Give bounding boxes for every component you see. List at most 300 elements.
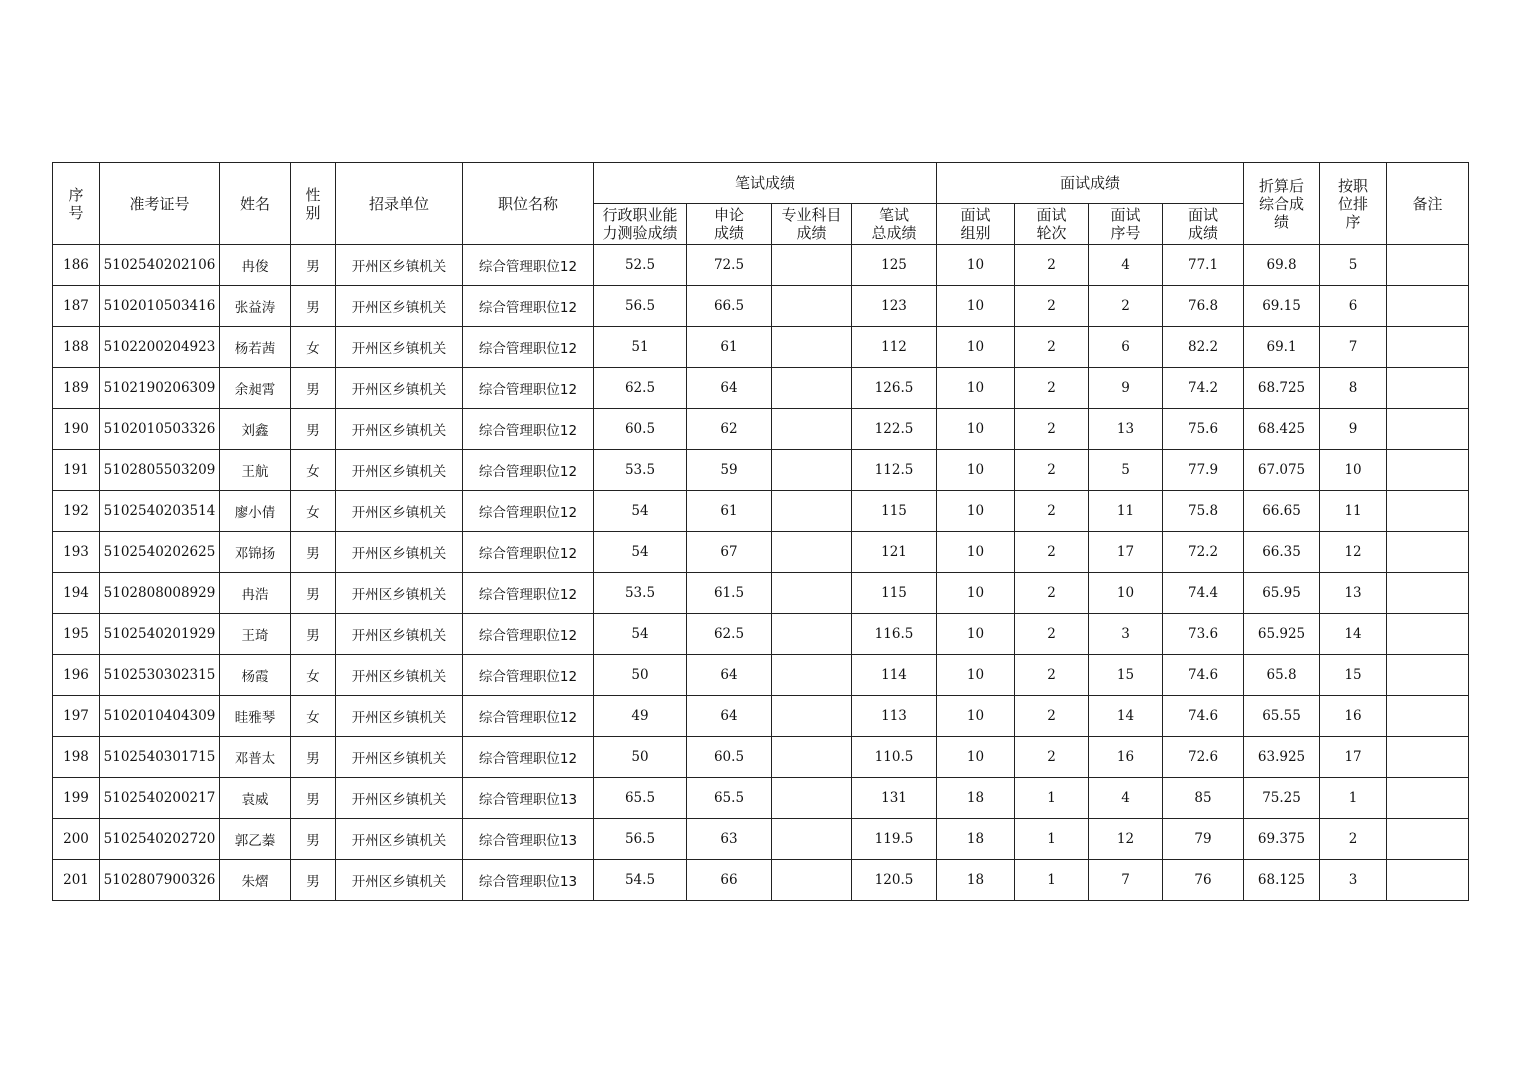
cell-name: 冉浩 (220, 573, 291, 614)
cell-seq: 186 (53, 245, 100, 286)
cell-interview-round: 1 (1015, 778, 1089, 819)
cell-unit: 开州区乡镇机关 (336, 614, 463, 655)
table-row (53, 450, 1469, 491)
table-row (53, 573, 1469, 614)
cell-written-total: 110.5 (852, 737, 937, 778)
table-row (53, 327, 1469, 368)
col-header-composite: 折算后 综合成 绩 (1244, 163, 1320, 245)
cell-exam-id: 5102530302315 (100, 655, 220, 696)
cell-unit: 开州区乡镇机关 (336, 532, 463, 573)
cell-interview-round: 2 (1015, 614, 1089, 655)
cell-seq: 200 (53, 819, 100, 860)
cell-exam-id: 5102200204923 (100, 327, 220, 368)
cell-exam-id: 5102805503209 (100, 450, 220, 491)
cell-xingce: 65.5 (594, 778, 687, 819)
table-row (53, 491, 1469, 532)
cell-position: 综合管理职位12 (463, 696, 594, 737)
table-row (53, 286, 1469, 327)
cell-remark (1387, 573, 1469, 614)
cell-name: 王琦 (220, 614, 291, 655)
cell-gender: 女 (291, 327, 336, 368)
cell-zhuanye (772, 860, 852, 901)
cell-gender: 女 (291, 696, 336, 737)
cell-seq: 190 (53, 409, 100, 450)
cell-exam-id: 5102808008929 (100, 573, 220, 614)
cell-written-total: 112 (852, 327, 937, 368)
cell-shenlun: 61 (687, 327, 772, 368)
cell-unit: 开州区乡镇机关 (336, 491, 463, 532)
table-row (53, 532, 1469, 573)
table-body (53, 245, 1469, 901)
cell-written-total: 114 (852, 655, 937, 696)
cell-exam-id: 5102010503416 (100, 286, 220, 327)
col-header-xingce: 行政职业能 力测验成绩 (594, 204, 687, 245)
cell-rank: 1 (1320, 778, 1387, 819)
cell-exam-id: 5102540203514 (100, 491, 220, 532)
cell-composite: 67.075 (1244, 450, 1320, 491)
cell-interview-group: 10 (937, 655, 1015, 696)
cell-position: 综合管理职位12 (463, 655, 594, 696)
cell-interview-order: 7 (1089, 860, 1163, 901)
cell-gender: 男 (291, 368, 336, 409)
cell-rank: 13 (1320, 573, 1387, 614)
cell-shenlun: 61.5 (687, 573, 772, 614)
cell-remark (1387, 778, 1469, 819)
cell-interview-group: 18 (937, 860, 1015, 901)
cell-exam-id: 5102540201929 (100, 614, 220, 655)
cell-interview-group: 18 (937, 778, 1015, 819)
cell-position: 综合管理职位12 (463, 327, 594, 368)
cell-interview-group: 10 (937, 327, 1015, 368)
cell-rank: 17 (1320, 737, 1387, 778)
cell-gender: 男 (291, 860, 336, 901)
cell-seq: 193 (53, 532, 100, 573)
cell-rank: 11 (1320, 491, 1387, 532)
cell-shenlun: 59 (687, 450, 772, 491)
cell-composite: 68.725 (1244, 368, 1320, 409)
cell-interview-order: 15 (1089, 655, 1163, 696)
cell-interview-order: 10 (1089, 573, 1163, 614)
cell-interview-score: 75.6 (1163, 409, 1244, 450)
cell-interview-round: 2 (1015, 655, 1089, 696)
cell-written-total: 120.5 (852, 860, 937, 901)
cell-gender: 男 (291, 819, 336, 860)
cell-written-total: 112.5 (852, 450, 937, 491)
cell-seq: 195 (53, 614, 100, 655)
cell-name: 杨若茜 (220, 327, 291, 368)
cell-interview-group: 10 (937, 573, 1015, 614)
cell-remark (1387, 737, 1469, 778)
cell-written-total: 123 (852, 286, 937, 327)
cell-seq: 194 (53, 573, 100, 614)
cell-unit: 开州区乡镇机关 (336, 737, 463, 778)
col-header-position: 职位名称 (463, 163, 594, 245)
table-row (53, 368, 1469, 409)
cell-interview-order: 16 (1089, 737, 1163, 778)
cell-exam-id: 5102190206309 (100, 368, 220, 409)
cell-written-total: 121 (852, 532, 937, 573)
cell-unit: 开州区乡镇机关 (336, 409, 463, 450)
col-header-rank: 按职 位排 序 (1320, 163, 1387, 245)
cell-position: 综合管理职位12 (463, 286, 594, 327)
cell-zhuanye (772, 286, 852, 327)
col-header-shenlun: 申论 成绩 (687, 204, 772, 245)
cell-interview-round: 2 (1015, 450, 1089, 491)
cell-composite: 69.8 (1244, 245, 1320, 286)
cell-composite: 66.65 (1244, 491, 1320, 532)
cell-position: 综合管理职位12 (463, 737, 594, 778)
cell-shenlun: 62.5 (687, 614, 772, 655)
cell-xingce: 54 (594, 614, 687, 655)
cell-zhuanye (772, 245, 852, 286)
cell-interview-group: 10 (937, 409, 1015, 450)
cell-position: 综合管理职位13 (463, 819, 594, 860)
cell-unit: 开州区乡镇机关 (336, 819, 463, 860)
cell-gender: 男 (291, 573, 336, 614)
cell-seq: 197 (53, 696, 100, 737)
cell-zhuanye (772, 450, 852, 491)
cell-exam-id: 5102540202720 (100, 819, 220, 860)
cell-zhuanye (772, 696, 852, 737)
cell-composite: 65.95 (1244, 573, 1320, 614)
cell-interview-order: 12 (1089, 819, 1163, 860)
cell-rank: 10 (1320, 450, 1387, 491)
cell-interview-order: 14 (1089, 696, 1163, 737)
cell-unit: 开州区乡镇机关 (336, 860, 463, 901)
cell-shenlun: 64 (687, 368, 772, 409)
cell-remark (1387, 860, 1469, 901)
cell-remark (1387, 819, 1469, 860)
cell-name: 郭乙蓁 (220, 819, 291, 860)
cell-remark (1387, 327, 1469, 368)
cell-interview-group: 10 (937, 368, 1015, 409)
cell-shenlun: 72.5 (687, 245, 772, 286)
cell-xingce: 56.5 (594, 286, 687, 327)
cell-written-total: 116.5 (852, 614, 937, 655)
cell-interview-order: 17 (1089, 532, 1163, 573)
table-row (53, 655, 1469, 696)
cell-rank: 2 (1320, 819, 1387, 860)
col-header-interview-order: 面试 序号 (1089, 204, 1163, 245)
cell-interview-order: 4 (1089, 245, 1163, 286)
cell-zhuanye (772, 573, 852, 614)
cell-position: 综合管理职位12 (463, 573, 594, 614)
cell-interview-order: 2 (1089, 286, 1163, 327)
col-header-exam-id: 准考证号 (100, 163, 220, 245)
cell-position: 综合管理职位12 (463, 245, 594, 286)
cell-unit: 开州区乡镇机关 (336, 655, 463, 696)
cell-seq: 188 (53, 327, 100, 368)
cell-name: 袁威 (220, 778, 291, 819)
cell-composite: 68.125 (1244, 860, 1320, 901)
cell-interview-score: 74.6 (1163, 696, 1244, 737)
cell-seq: 187 (53, 286, 100, 327)
table-row (53, 778, 1469, 819)
cell-written-total: 131 (852, 778, 937, 819)
cell-gender: 女 (291, 655, 336, 696)
cell-xingce: 51 (594, 327, 687, 368)
cell-xingce: 53.5 (594, 450, 687, 491)
cell-gender: 男 (291, 778, 336, 819)
cell-interview-score: 72.2 (1163, 532, 1244, 573)
col-header-zhuanye: 专业科目 成绩 (772, 204, 852, 245)
cell-gender: 男 (291, 286, 336, 327)
cell-interview-score: 76 (1163, 860, 1244, 901)
cell-interview-order: 3 (1089, 614, 1163, 655)
cell-interview-round: 1 (1015, 819, 1089, 860)
cell-name: 朱熠 (220, 860, 291, 901)
score-table (52, 162, 1469, 901)
cell-unit: 开州区乡镇机关 (336, 327, 463, 368)
cell-composite: 65.8 (1244, 655, 1320, 696)
cell-shenlun: 63 (687, 819, 772, 860)
cell-interview-order: 6 (1089, 327, 1163, 368)
cell-gender: 男 (291, 532, 336, 573)
cell-seq: 196 (53, 655, 100, 696)
cell-seq: 199 (53, 778, 100, 819)
table-row (53, 696, 1469, 737)
cell-interview-score: 74.2 (1163, 368, 1244, 409)
cell-shenlun: 62 (687, 409, 772, 450)
cell-name: 刘鑫 (220, 409, 291, 450)
cell-exam-id: 5102540202106 (100, 245, 220, 286)
cell-shenlun: 67 (687, 532, 772, 573)
cell-interview-score: 74.6 (1163, 655, 1244, 696)
cell-rank: 7 (1320, 327, 1387, 368)
cell-exam-id: 5102540200217 (100, 778, 220, 819)
table-row (53, 819, 1469, 860)
cell-interview-score: 72.6 (1163, 737, 1244, 778)
cell-interview-round: 2 (1015, 409, 1089, 450)
cell-interview-group: 10 (937, 696, 1015, 737)
cell-rank: 3 (1320, 860, 1387, 901)
cell-shenlun: 64 (687, 696, 772, 737)
cell-interview-score: 77.1 (1163, 245, 1244, 286)
cell-unit: 开州区乡镇机关 (336, 696, 463, 737)
col-header-unit: 招录单位 (336, 163, 463, 245)
cell-interview-score: 79 (1163, 819, 1244, 860)
cell-xingce: 52.5 (594, 245, 687, 286)
col-header-gender: 性 别 (291, 163, 336, 245)
cell-rank: 8 (1320, 368, 1387, 409)
cell-interview-group: 10 (937, 614, 1015, 655)
table-row (53, 860, 1469, 901)
table-row (53, 614, 1469, 655)
cell-zhuanye (772, 778, 852, 819)
cell-position: 综合管理职位12 (463, 532, 594, 573)
cell-zhuanye (772, 327, 852, 368)
cell-rank: 12 (1320, 532, 1387, 573)
cell-unit: 开州区乡镇机关 (336, 778, 463, 819)
cell-interview-order: 4 (1089, 778, 1163, 819)
cell-rank: 16 (1320, 696, 1387, 737)
cell-zhuanye (772, 368, 852, 409)
cell-interview-group: 10 (937, 532, 1015, 573)
cell-remark (1387, 368, 1469, 409)
cell-interview-group: 10 (937, 245, 1015, 286)
cell-xingce: 54 (594, 491, 687, 532)
cell-zhuanye (772, 819, 852, 860)
cell-zhuanye (772, 737, 852, 778)
cell-xingce: 50 (594, 737, 687, 778)
cell-zhuanye (772, 491, 852, 532)
cell-unit: 开州区乡镇机关 (336, 368, 463, 409)
cell-xingce: 60.5 (594, 409, 687, 450)
cell-interview-round: 2 (1015, 286, 1089, 327)
cell-zhuanye (772, 614, 852, 655)
cell-rank: 5 (1320, 245, 1387, 286)
cell-gender: 男 (291, 245, 336, 286)
cell-interview-round: 2 (1015, 532, 1089, 573)
cell-interview-score: 75.8 (1163, 491, 1244, 532)
cell-interview-score: 76.8 (1163, 286, 1244, 327)
cell-name: 杨霞 (220, 655, 291, 696)
cell-gender: 女 (291, 491, 336, 532)
cell-interview-round: 2 (1015, 368, 1089, 409)
cell-interview-round: 1 (1015, 860, 1089, 901)
cell-name: 冉俊 (220, 245, 291, 286)
col-group-written: 笔试成绩 (594, 163, 937, 204)
cell-rank: 6 (1320, 286, 1387, 327)
cell-xingce: 56.5 (594, 819, 687, 860)
cell-composite: 65.925 (1244, 614, 1320, 655)
cell-interview-round: 2 (1015, 327, 1089, 368)
cell-interview-score: 74.4 (1163, 573, 1244, 614)
cell-composite: 66.35 (1244, 532, 1320, 573)
cell-rank: 15 (1320, 655, 1387, 696)
cell-seq: 192 (53, 491, 100, 532)
cell-gender: 男 (291, 614, 336, 655)
cell-unit: 开州区乡镇机关 (336, 286, 463, 327)
cell-exam-id: 5102010404309 (100, 696, 220, 737)
cell-interview-round: 2 (1015, 573, 1089, 614)
cell-name: 邓锦扬 (220, 532, 291, 573)
cell-interview-round: 2 (1015, 491, 1089, 532)
cell-written-total: 122.5 (852, 409, 937, 450)
cell-position: 综合管理职位12 (463, 491, 594, 532)
cell-interview-order: 11 (1089, 491, 1163, 532)
cell-interview-order: 5 (1089, 450, 1163, 491)
cell-interview-score: 85 (1163, 778, 1244, 819)
cell-interview-group: 18 (937, 819, 1015, 860)
cell-written-total: 125 (852, 245, 937, 286)
cell-shenlun: 66.5 (687, 286, 772, 327)
cell-composite: 68.425 (1244, 409, 1320, 450)
cell-interview-group: 10 (937, 450, 1015, 491)
cell-name: 眭雅琴 (220, 696, 291, 737)
cell-xingce: 54 (594, 532, 687, 573)
cell-gender: 男 (291, 737, 336, 778)
cell-interview-score: 73.6 (1163, 614, 1244, 655)
cell-gender: 男 (291, 409, 336, 450)
cell-position: 综合管理职位12 (463, 614, 594, 655)
cell-xingce: 50 (594, 655, 687, 696)
cell-interview-group: 10 (937, 286, 1015, 327)
cell-exam-id: 5102010503326 (100, 409, 220, 450)
col-header-interview-round: 面试 轮次 (1015, 204, 1089, 245)
cell-seq: 198 (53, 737, 100, 778)
cell-name: 张益涛 (220, 286, 291, 327)
cell-composite: 69.375 (1244, 819, 1320, 860)
cell-unit: 开州区乡镇机关 (336, 245, 463, 286)
col-group-interview: 面试成绩 (937, 163, 1244, 204)
cell-name: 邓普太 (220, 737, 291, 778)
cell-xingce: 49 (594, 696, 687, 737)
cell-written-total: 119.5 (852, 819, 937, 860)
table-row (53, 245, 1469, 286)
cell-rank: 14 (1320, 614, 1387, 655)
cell-remark (1387, 491, 1469, 532)
cell-xingce: 62.5 (594, 368, 687, 409)
cell-zhuanye (772, 409, 852, 450)
cell-exam-id: 5102807900326 (100, 860, 220, 901)
cell-written-total: 115 (852, 491, 937, 532)
cell-zhuanye (772, 655, 852, 696)
table-row (53, 409, 1469, 450)
cell-rank: 9 (1320, 409, 1387, 450)
cell-interview-round: 2 (1015, 696, 1089, 737)
cell-written-total: 126.5 (852, 368, 937, 409)
cell-remark (1387, 614, 1469, 655)
cell-composite: 69.15 (1244, 286, 1320, 327)
cell-composite: 65.55 (1244, 696, 1320, 737)
cell-composite: 69.1 (1244, 327, 1320, 368)
cell-seq: 191 (53, 450, 100, 491)
cell-interview-order: 9 (1089, 368, 1163, 409)
cell-interview-score: 82.2 (1163, 327, 1244, 368)
cell-exam-id: 5102540301715 (100, 737, 220, 778)
cell-position: 综合管理职位13 (463, 778, 594, 819)
cell-seq: 201 (53, 860, 100, 901)
table-row (53, 737, 1469, 778)
cell-remark (1387, 696, 1469, 737)
col-header-interview-group: 面试 组别 (937, 204, 1015, 245)
cell-interview-score: 77.9 (1163, 450, 1244, 491)
col-header-remark: 备注 (1387, 163, 1469, 245)
cell-remark (1387, 655, 1469, 696)
header-row-main (53, 163, 1469, 204)
cell-position: 综合管理职位13 (463, 860, 594, 901)
cell-unit: 开州区乡镇机关 (336, 450, 463, 491)
cell-shenlun: 65.5 (687, 778, 772, 819)
cell-interview-group: 10 (937, 491, 1015, 532)
col-header-written-total: 笔试 总成绩 (852, 204, 937, 245)
cell-remark (1387, 409, 1469, 450)
cell-remark (1387, 286, 1469, 327)
col-header-interview-score: 面试 成绩 (1163, 204, 1244, 245)
cell-remark (1387, 450, 1469, 491)
cell-written-total: 113 (852, 696, 937, 737)
cell-xingce: 54.5 (594, 860, 687, 901)
cell-position: 综合管理职位12 (463, 368, 594, 409)
cell-shenlun: 64 (687, 655, 772, 696)
cell-remark (1387, 245, 1469, 286)
cell-name: 王航 (220, 450, 291, 491)
cell-interview-order: 13 (1089, 409, 1163, 450)
cell-composite: 75.25 (1244, 778, 1320, 819)
col-header-name: 姓名 (220, 163, 291, 245)
cell-name: 廖小倩 (220, 491, 291, 532)
cell-xingce: 53.5 (594, 573, 687, 614)
cell-position: 综合管理职位12 (463, 409, 594, 450)
cell-position: 综合管理职位12 (463, 450, 594, 491)
cell-interview-group: 10 (937, 737, 1015, 778)
cell-name: 余昶霄 (220, 368, 291, 409)
cell-composite: 63.925 (1244, 737, 1320, 778)
cell-gender: 女 (291, 450, 336, 491)
cell-exam-id: 5102540202625 (100, 532, 220, 573)
cell-shenlun: 61 (687, 491, 772, 532)
